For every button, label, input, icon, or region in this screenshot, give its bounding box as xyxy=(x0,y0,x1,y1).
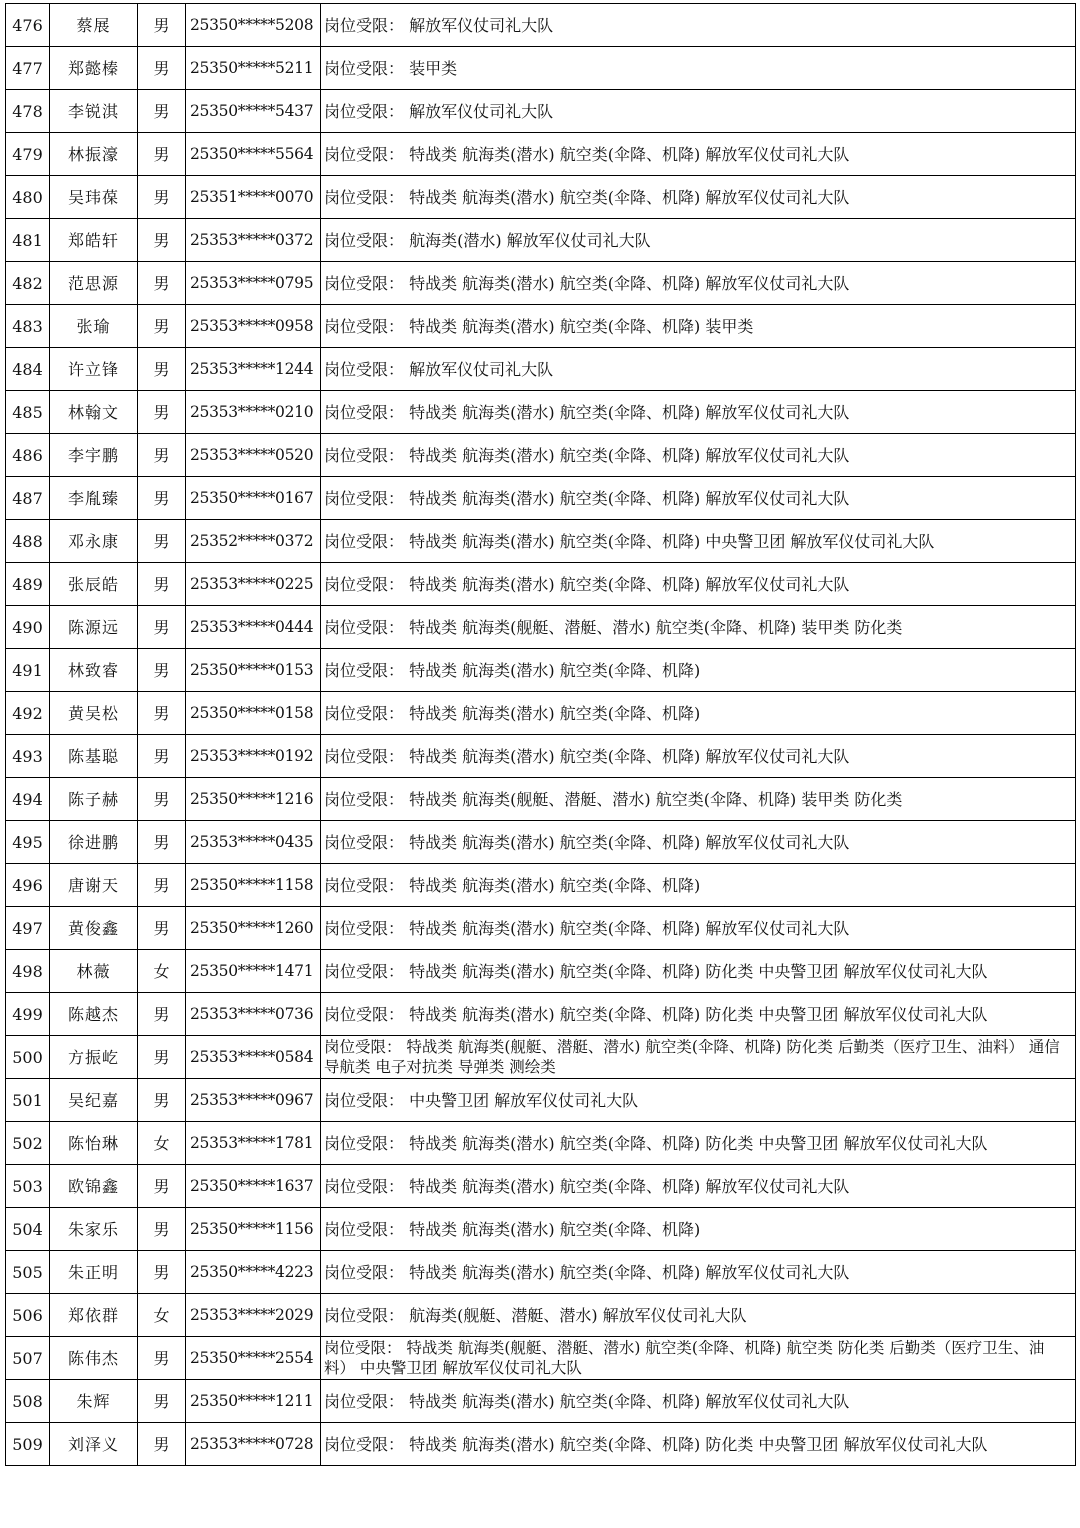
candidate-sex: 男 xyxy=(138,176,186,219)
restriction-note: 岗位受限： 特战类 航海类(潜水) 航空类(伞降、机降) 中央警卫团 解放军仪仗司礼大队 xyxy=(321,520,1076,563)
candidate-name: 张辰皓 xyxy=(50,563,138,606)
candidate-id: 25353*****0584 xyxy=(186,1036,321,1079)
row-number: 493 xyxy=(6,735,50,778)
row-number: 483 xyxy=(6,305,50,348)
table-row xyxy=(6,1165,1076,1208)
candidate-sex: 男 xyxy=(138,1036,186,1079)
table-row xyxy=(6,1423,1076,1466)
row-number: 507 xyxy=(6,1337,50,1380)
table-row xyxy=(6,434,1076,477)
row-number: 477 xyxy=(6,47,50,90)
table-row xyxy=(6,1036,1076,1079)
candidate-name: 郑皓轩 xyxy=(50,219,138,262)
table-row xyxy=(6,1208,1076,1251)
candidate-table xyxy=(5,3,1076,1466)
table-row xyxy=(6,348,1076,391)
row-number: 482 xyxy=(6,262,50,305)
restriction-note: 岗位受限： 特战类 航海类(潜水) 航空类(伞降、机降) 防化类 中央警卫团 解放军仪仗司礼大队 xyxy=(321,950,1076,993)
restriction-note: 岗位受限： 特战类 航海类(潜水) 航空类(伞降、机降) xyxy=(321,1208,1076,1251)
row-number: 500 xyxy=(6,1036,50,1079)
row-number: 496 xyxy=(6,864,50,907)
candidate-sex: 男 xyxy=(138,649,186,692)
candidate-sex: 男 xyxy=(138,305,186,348)
table-row xyxy=(6,950,1076,993)
candidate-sex: 女 xyxy=(138,1122,186,1165)
candidate-name: 郑依群 xyxy=(50,1294,138,1337)
candidate-id: 25353*****0210 xyxy=(186,391,321,434)
restriction-note: 岗位受限： 特战类 航海类(潜水) 航空类(伞降、机降) xyxy=(321,864,1076,907)
candidate-sex: 女 xyxy=(138,1294,186,1337)
candidate-sex: 男 xyxy=(138,219,186,262)
restriction-note: 岗位受限： 特战类 航海类(潜水) 航空类(伞降、机降) 解放军仪仗司礼大队 xyxy=(321,1251,1076,1294)
restriction-note: 岗位受限： 特战类 航海类(潜水) 航空类(伞降、机降) 解放军仪仗司礼大队 xyxy=(321,907,1076,950)
candidate-sex: 男 xyxy=(138,1423,186,1466)
candidate-name: 邓永康 xyxy=(50,520,138,563)
table-row xyxy=(6,1122,1076,1165)
candidate-sex: 男 xyxy=(138,1165,186,1208)
candidate-name: 方振屹 xyxy=(50,1036,138,1079)
candidate-name: 林振濠 xyxy=(50,133,138,176)
candidate-sex: 男 xyxy=(138,434,186,477)
table-row xyxy=(6,305,1076,348)
candidate-sex: 男 xyxy=(138,133,186,176)
candidate-id: 25353*****1244 xyxy=(186,348,321,391)
candidate-name: 朱正明 xyxy=(50,1251,138,1294)
candidate-id: 25350*****1471 xyxy=(186,950,321,993)
table-row xyxy=(6,735,1076,778)
table-row xyxy=(6,993,1076,1036)
candidate-id: 25353*****0967 xyxy=(186,1079,321,1122)
candidate-sex: 男 xyxy=(138,907,186,950)
candidate-sex: 男 xyxy=(138,262,186,305)
candidate-sex: 男 xyxy=(138,1251,186,1294)
candidate-sex: 男 xyxy=(138,1079,186,1122)
restriction-note: 岗位受限： 特战类 航海类(潜水) 航空类(伞降、机降) 解放军仪仗司礼大队 xyxy=(321,477,1076,520)
restriction-note: 岗位受限： 特战类 航海类(潜水) 航空类(伞降、机降) xyxy=(321,649,1076,692)
candidate-id: 25350*****1216 xyxy=(186,778,321,821)
table-row xyxy=(6,821,1076,864)
candidate-name: 郑懿榛 xyxy=(50,47,138,90)
candidate-sex: 男 xyxy=(138,47,186,90)
candidate-id: 25353*****1781 xyxy=(186,1122,321,1165)
table-row xyxy=(6,778,1076,821)
candidate-name: 林薇 xyxy=(50,950,138,993)
row-number: 509 xyxy=(6,1423,50,1466)
restriction-note: 岗位受限： 特战类 航海类(潜水) 航空类(伞降、机降) 解放军仪仗司礼大队 xyxy=(321,391,1076,434)
candidate-name: 李锐淇 xyxy=(50,90,138,133)
candidate-id: 25353*****0192 xyxy=(186,735,321,778)
candidate-name: 徐进鹏 xyxy=(50,821,138,864)
row-number: 485 xyxy=(6,391,50,434)
table-row xyxy=(6,649,1076,692)
candidate-sex: 男 xyxy=(138,4,186,47)
candidate-id: 25350*****0158 xyxy=(186,692,321,735)
candidate-name: 黄俊鑫 xyxy=(50,907,138,950)
row-number: 481 xyxy=(6,219,50,262)
candidate-name: 吴纪嘉 xyxy=(50,1079,138,1122)
candidate-id: 25350*****0153 xyxy=(186,649,321,692)
table-row xyxy=(6,606,1076,649)
candidate-id: 25352*****0372 xyxy=(186,520,321,563)
candidate-sex: 男 xyxy=(138,1208,186,1251)
row-number: 486 xyxy=(6,434,50,477)
row-number: 505 xyxy=(6,1251,50,1294)
candidate-name: 刘泽义 xyxy=(50,1423,138,1466)
row-number: 488 xyxy=(6,520,50,563)
restriction-note: 岗位受限： 航海类(舰艇、潜艇、潜水) 解放军仪仗司礼大队 xyxy=(321,1294,1076,1337)
candidate-name: 蔡展 xyxy=(50,4,138,47)
candidate-id: 25350*****1637 xyxy=(186,1165,321,1208)
row-number: 492 xyxy=(6,692,50,735)
candidate-id: 25353*****0728 xyxy=(186,1423,321,1466)
row-number: 484 xyxy=(6,348,50,391)
candidate-name: 陈怡琳 xyxy=(50,1122,138,1165)
row-number: 503 xyxy=(6,1165,50,1208)
candidate-id: 25350*****1158 xyxy=(186,864,321,907)
candidate-name: 朱辉 xyxy=(50,1380,138,1423)
candidate-sex: 男 xyxy=(138,391,186,434)
candidate-id: 25353*****0435 xyxy=(186,821,321,864)
restriction-note: 岗位受限： 特战类 航海类(舰艇、潜艇、潜水) 航空类(伞降、机降) 航空类 防化类 后勤类（医疗卫生、油料） 中央警卫团 解放军仪仗司礼大队 xyxy=(321,1337,1076,1380)
table-row xyxy=(6,176,1076,219)
candidate-id: 25350*****5564 xyxy=(186,133,321,176)
table-row xyxy=(6,1380,1076,1423)
restriction-note: 岗位受限： 特战类 航海类(舰艇、潜艇、潜水) 航空类(伞降、机降) 防化类 后勤类（医疗卫生、油料） 通信导航类 电子对抗类 导弹类 测绘类 xyxy=(321,1036,1076,1079)
table-row xyxy=(6,1294,1076,1337)
candidate-id: 25350*****2554 xyxy=(186,1337,321,1380)
row-number: 508 xyxy=(6,1380,50,1423)
candidate-id: 25351*****0070 xyxy=(186,176,321,219)
table-row xyxy=(6,90,1076,133)
restriction-note: 岗位受限： 特战类 航海类(潜水) 航空类(伞降、机降) 防化类 中央警卫团 解放军仪仗司礼大队 xyxy=(321,1423,1076,1466)
candidate-name: 黄吴松 xyxy=(50,692,138,735)
row-number: 499 xyxy=(6,993,50,1036)
candidate-sex: 男 xyxy=(138,735,186,778)
restriction-note: 岗位受限： 解放军仪仗司礼大队 xyxy=(321,348,1076,391)
candidate-id: 25353*****0520 xyxy=(186,434,321,477)
candidate-sex: 男 xyxy=(138,778,186,821)
candidate-id: 25353*****0372 xyxy=(186,219,321,262)
candidate-sex: 男 xyxy=(138,821,186,864)
candidate-sex: 男 xyxy=(138,1380,186,1423)
row-number: 489 xyxy=(6,563,50,606)
row-number: 504 xyxy=(6,1208,50,1251)
candidate-sex: 男 xyxy=(138,520,186,563)
table-row xyxy=(6,47,1076,90)
candidate-id: 25350*****0167 xyxy=(186,477,321,520)
restriction-note: 岗位受限： 特战类 航海类(潜水) 航空类(伞降、机降) 解放军仪仗司礼大队 xyxy=(321,821,1076,864)
row-number: 479 xyxy=(6,133,50,176)
candidate-name: 陈越杰 xyxy=(50,993,138,1036)
table-row xyxy=(6,563,1076,606)
candidate-sex: 男 xyxy=(138,563,186,606)
row-number: 476 xyxy=(6,4,50,47)
restriction-note: 岗位受限： 特战类 航海类(潜水) 航空类(伞降、机降) 解放军仪仗司礼大队 xyxy=(321,262,1076,305)
table-row xyxy=(6,391,1076,434)
candidate-name: 李胤臻 xyxy=(50,477,138,520)
candidate-id: 25353*****0736 xyxy=(186,993,321,1036)
restriction-note: 岗位受限： 解放军仪仗司礼大队 xyxy=(321,90,1076,133)
restriction-note: 岗位受限： 特战类 航海类(舰艇、潜艇、潜水) 航空类(伞降、机降) 装甲类 防化类 xyxy=(321,778,1076,821)
row-number: 490 xyxy=(6,606,50,649)
row-number: 506 xyxy=(6,1294,50,1337)
restriction-note: 岗位受限： 特战类 航海类(潜水) 航空类(伞降、机降) 装甲类 xyxy=(321,305,1076,348)
candidate-id: 25350*****1260 xyxy=(186,907,321,950)
candidate-sex: 女 xyxy=(138,950,186,993)
candidate-id: 25350*****5211 xyxy=(186,47,321,90)
row-number: 498 xyxy=(6,950,50,993)
candidate-id: 25350*****5437 xyxy=(186,90,321,133)
restriction-note: 岗位受限： 特战类 航海类(潜水) 航空类(伞降、机降) 解放军仪仗司礼大队 xyxy=(321,563,1076,606)
restriction-note: 岗位受限： 特战类 航海类(潜水) 航空类(伞降、机降) 解放军仪仗司礼大队 xyxy=(321,1380,1076,1423)
candidate-sex: 男 xyxy=(138,606,186,649)
table-row xyxy=(6,692,1076,735)
candidate-sex: 男 xyxy=(138,348,186,391)
row-number: 491 xyxy=(6,649,50,692)
restriction-note: 岗位受限： 装甲类 xyxy=(321,47,1076,90)
candidate-sex: 男 xyxy=(138,477,186,520)
table-row xyxy=(6,219,1076,262)
restriction-note: 岗位受限： 特战类 航海类(潜水) 航空类(伞降、机降) 解放军仪仗司礼大队 xyxy=(321,176,1076,219)
restriction-note: 岗位受限： 特战类 航海类(潜水) 航空类(伞降、机降) xyxy=(321,692,1076,735)
table-row xyxy=(6,1337,1076,1380)
restriction-note: 岗位受限： 特战类 航海类(潜水) 航空类(伞降、机降) 解放军仪仗司礼大队 xyxy=(321,735,1076,778)
restriction-note: 岗位受限： 特战类 航海类(潜水) 航空类(伞降、机降) 解放军仪仗司礼大队 xyxy=(321,133,1076,176)
table-row xyxy=(6,477,1076,520)
candidate-name: 林翰文 xyxy=(50,391,138,434)
row-number: 497 xyxy=(6,907,50,950)
candidate-name: 吴玮葆 xyxy=(50,176,138,219)
restriction-note: 岗位受限： 特战类 航海类(潜水) 航空类(伞降、机降) 解放军仪仗司礼大队 xyxy=(321,434,1076,477)
candidate-id: 25350*****4223 xyxy=(186,1251,321,1294)
candidate-name: 陈基聪 xyxy=(50,735,138,778)
candidate-sex: 男 xyxy=(138,1337,186,1380)
restriction-note: 岗位受限： 中央警卫团 解放军仪仗司礼大队 xyxy=(321,1079,1076,1122)
restriction-note: 岗位受限： 特战类 航海类(潜水) 航空类(伞降、机降) 防化类 中央警卫团 解放军仪仗司礼大队 xyxy=(321,1122,1076,1165)
restriction-note: 岗位受限： 特战类 航海类(舰艇、潜艇、潜水) 航空类(伞降、机降) 装甲类 防化类 xyxy=(321,606,1076,649)
candidate-name: 陈伟杰 xyxy=(50,1337,138,1380)
row-number: 495 xyxy=(6,821,50,864)
candidate-name: 许立锋 xyxy=(50,348,138,391)
row-number: 480 xyxy=(6,176,50,219)
table-row xyxy=(6,4,1076,47)
candidate-name: 欧锦鑫 xyxy=(50,1165,138,1208)
candidate-sex: 男 xyxy=(138,993,186,1036)
row-number: 502 xyxy=(6,1122,50,1165)
table-row xyxy=(6,864,1076,907)
candidate-id: 25353*****0225 xyxy=(186,563,321,606)
candidate-id: 25350*****1211 xyxy=(186,1380,321,1423)
row-number: 478 xyxy=(6,90,50,133)
table-row xyxy=(6,1251,1076,1294)
candidate-name: 唐谢天 xyxy=(50,864,138,907)
restriction-note: 岗位受限： 航海类(潜水) 解放军仪仗司礼大队 xyxy=(321,219,1076,262)
candidate-sex: 男 xyxy=(138,692,186,735)
row-number: 494 xyxy=(6,778,50,821)
candidate-id: 25353*****2029 xyxy=(186,1294,321,1337)
candidate-id: 25350*****1156 xyxy=(186,1208,321,1251)
table-row xyxy=(6,520,1076,563)
table-row xyxy=(6,1079,1076,1122)
table-row xyxy=(6,262,1076,305)
candidate-name: 范思源 xyxy=(50,262,138,305)
candidate-sex: 男 xyxy=(138,864,186,907)
row-number: 487 xyxy=(6,477,50,520)
restriction-note: 岗位受限： 特战类 航海类(潜水) 航空类(伞降、机降) 解放军仪仗司礼大队 xyxy=(321,1165,1076,1208)
candidate-sex: 男 xyxy=(138,90,186,133)
candidate-name: 李宇鹏 xyxy=(50,434,138,477)
candidate-name: 陈源远 xyxy=(50,606,138,649)
candidate-id: 25353*****0958 xyxy=(186,305,321,348)
table-body xyxy=(6,4,1076,1466)
candidate-id: 25353*****0444 xyxy=(186,606,321,649)
candidate-name: 张瑜 xyxy=(50,305,138,348)
candidate-name: 朱家乐 xyxy=(50,1208,138,1251)
candidate-name: 林致睿 xyxy=(50,649,138,692)
table-row xyxy=(6,133,1076,176)
candidate-name: 陈子赫 xyxy=(50,778,138,821)
candidate-id: 25353*****0795 xyxy=(186,262,321,305)
table-row xyxy=(6,907,1076,950)
row-number: 501 xyxy=(6,1079,50,1122)
restriction-note: 岗位受限： 特战类 航海类(潜水) 航空类(伞降、机降) 防化类 中央警卫团 解放军仪仗司礼大队 xyxy=(321,993,1076,1036)
candidate-id: 25350*****5208 xyxy=(186,4,321,47)
restriction-note: 岗位受限： 解放军仪仗司礼大队 xyxy=(321,4,1076,47)
